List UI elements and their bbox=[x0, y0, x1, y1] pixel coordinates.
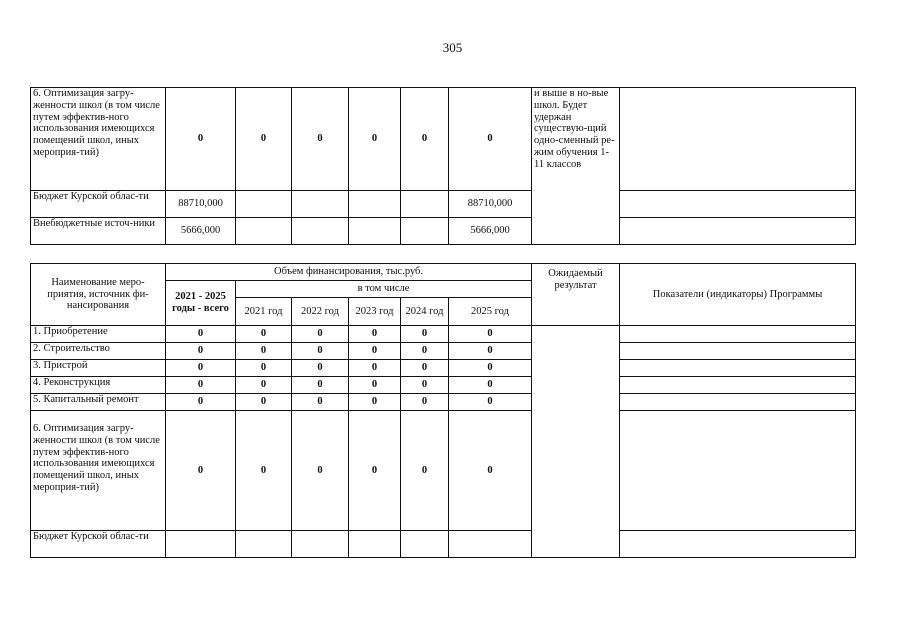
name-column-header: Наименование меро-приятия, источник фи-нансирования bbox=[31, 264, 166, 326]
indicators-cell bbox=[620, 326, 856, 343]
cell-total: 88710,000 bbox=[166, 191, 236, 218]
cell-2023: 0 bbox=[349, 343, 401, 360]
cell-2021 bbox=[236, 218, 292, 245]
continuation-table bbox=[30, 87, 856, 245]
year-header-2024: 2024 год bbox=[401, 298, 449, 326]
table-row bbox=[31, 531, 856, 558]
cell-2024 bbox=[401, 531, 449, 558]
cell-2023: 0 bbox=[349, 88, 401, 191]
cell-2024 bbox=[401, 218, 449, 245]
indicators-cell bbox=[620, 191, 856, 218]
cell-2023 bbox=[349, 531, 401, 558]
indicators-cell bbox=[620, 360, 856, 377]
cell-2025: 88710,000 bbox=[449, 191, 532, 218]
table-row bbox=[31, 88, 856, 191]
row-name: Внебюджетные источ-ники bbox=[31, 218, 166, 245]
row-name: 6. Оптимизация загру-женности школ (в том числе путем эффектив-ного использования имеющихся помещений школ, иных мероприя-тий) bbox=[31, 88, 166, 191]
cell-2021: 0 bbox=[236, 326, 292, 343]
cell-2022 bbox=[292, 531, 349, 558]
indicators-cell bbox=[620, 411, 856, 531]
cell-2021: 0 bbox=[236, 360, 292, 377]
indicators-cell bbox=[620, 218, 856, 245]
table-row bbox=[31, 191, 856, 218]
cell-2021: 0 bbox=[236, 88, 292, 191]
row-name: 1. Приобретение bbox=[31, 326, 166, 343]
cell-2023: 0 bbox=[349, 411, 401, 531]
cell-2024: 0 bbox=[401, 326, 449, 343]
funding-group-header: Объем финансирования, тыс.руб. bbox=[166, 264, 532, 281]
table-row bbox=[31, 218, 856, 245]
cell-2024: 0 bbox=[401, 88, 449, 191]
cell-2023: 0 bbox=[349, 326, 401, 343]
cell-2021 bbox=[236, 531, 292, 558]
cell-2023: 0 bbox=[349, 377, 401, 394]
indicators-cell bbox=[620, 88, 856, 191]
cell-2024: 0 bbox=[401, 343, 449, 360]
header-row bbox=[31, 264, 856, 281]
cell-2023: 0 bbox=[349, 360, 401, 377]
cell-2021: 0 bbox=[236, 394, 292, 411]
cell-total: 0 bbox=[166, 88, 236, 191]
cell-2022: 0 bbox=[292, 394, 349, 411]
cell-2022: 0 bbox=[292, 411, 349, 531]
expected-result-cell: и выше в но-вые школ. Будет удержан существую-щий одно-сменный ре-жим обучения 1-11 классов bbox=[532, 88, 620, 245]
page-number: 305 bbox=[442, 40, 463, 55]
cell-2024: 0 bbox=[401, 411, 449, 531]
cell-total: 0 bbox=[166, 343, 236, 360]
cell-2025: 0 bbox=[449, 411, 532, 531]
table-row bbox=[31, 360, 856, 377]
year-header-2025: 2025 год bbox=[449, 298, 532, 326]
year-header-2023: 2023 год bbox=[349, 298, 401, 326]
cell-2025: 0 bbox=[449, 88, 532, 191]
row-name: 5. Капитальный ремонт bbox=[31, 394, 166, 411]
cell-2022: 0 bbox=[292, 343, 349, 360]
cell-2024: 0 bbox=[401, 394, 449, 411]
row-name: 3. Пристрой bbox=[31, 360, 166, 377]
funding-table bbox=[30, 263, 856, 558]
cell-2022: 0 bbox=[292, 377, 349, 394]
row-name: 2. Строительство bbox=[31, 343, 166, 360]
row-name: 6. Оптимизация загру-женности школ (в том числе путем эффектив-ного использования имеющихся помещений школ, иных мероприя-тий) bbox=[31, 411, 166, 531]
cell-total: 0 bbox=[166, 326, 236, 343]
cell-2022: 0 bbox=[292, 360, 349, 377]
cell-2024: 0 bbox=[401, 360, 449, 377]
row-name: 4. Реконструкция bbox=[31, 377, 166, 394]
including-header: в том числе bbox=[236, 281, 532, 298]
indicators-cell bbox=[620, 343, 856, 360]
total-column-header: 2021 - 2025 годы - всего bbox=[166, 281, 236, 326]
cell-2023: 0 bbox=[349, 394, 401, 411]
cell-2024 bbox=[401, 191, 449, 218]
cell-2021: 0 bbox=[236, 377, 292, 394]
table-row bbox=[31, 411, 856, 531]
cell-2024: 0 bbox=[401, 377, 449, 394]
cell-2023 bbox=[349, 218, 401, 245]
expected-result-header: Ожидаемый результат bbox=[532, 264, 620, 326]
cell-2025: 0 bbox=[449, 394, 532, 411]
cell-total: 0 bbox=[166, 360, 236, 377]
cell-2025: 0 bbox=[449, 343, 532, 360]
table-row bbox=[31, 326, 856, 343]
cell-total: 5666,000 bbox=[166, 218, 236, 245]
cell-2021 bbox=[236, 191, 292, 218]
year-header-2022: 2022 год bbox=[292, 298, 349, 326]
cell-2025: 5666,000 bbox=[449, 218, 532, 245]
expected-result-cell bbox=[532, 326, 620, 558]
row-name: Бюджет Курской облас-ти bbox=[31, 531, 166, 558]
cell-2025: 0 bbox=[449, 360, 532, 377]
indicators-cell bbox=[620, 531, 856, 558]
year-header-2021: 2021 год bbox=[236, 298, 292, 326]
indicators-cell bbox=[620, 394, 856, 411]
cell-2025: 0 bbox=[449, 326, 532, 343]
cell-2022: 0 bbox=[292, 326, 349, 343]
indicators-cell bbox=[620, 377, 856, 394]
table-row bbox=[31, 394, 856, 411]
cell-2022 bbox=[292, 191, 349, 218]
cell-total: 0 bbox=[166, 411, 236, 531]
cell-total: 0 bbox=[166, 377, 236, 394]
row-name: Бюджет Курской облас-ти bbox=[31, 191, 166, 218]
cell-2022 bbox=[292, 218, 349, 245]
cell-2025: 0 bbox=[449, 377, 532, 394]
cell-total bbox=[166, 531, 236, 558]
cell-total: 0 bbox=[166, 394, 236, 411]
cell-2021: 0 bbox=[236, 343, 292, 360]
table-row bbox=[31, 343, 856, 360]
cell-2022: 0 bbox=[292, 88, 349, 191]
cell-2023 bbox=[349, 191, 401, 218]
cell-2021: 0 bbox=[236, 411, 292, 531]
indicators-header: Показатели (индикаторы) Программы bbox=[620, 264, 856, 326]
table-row bbox=[31, 377, 856, 394]
cell-2025 bbox=[449, 531, 532, 558]
